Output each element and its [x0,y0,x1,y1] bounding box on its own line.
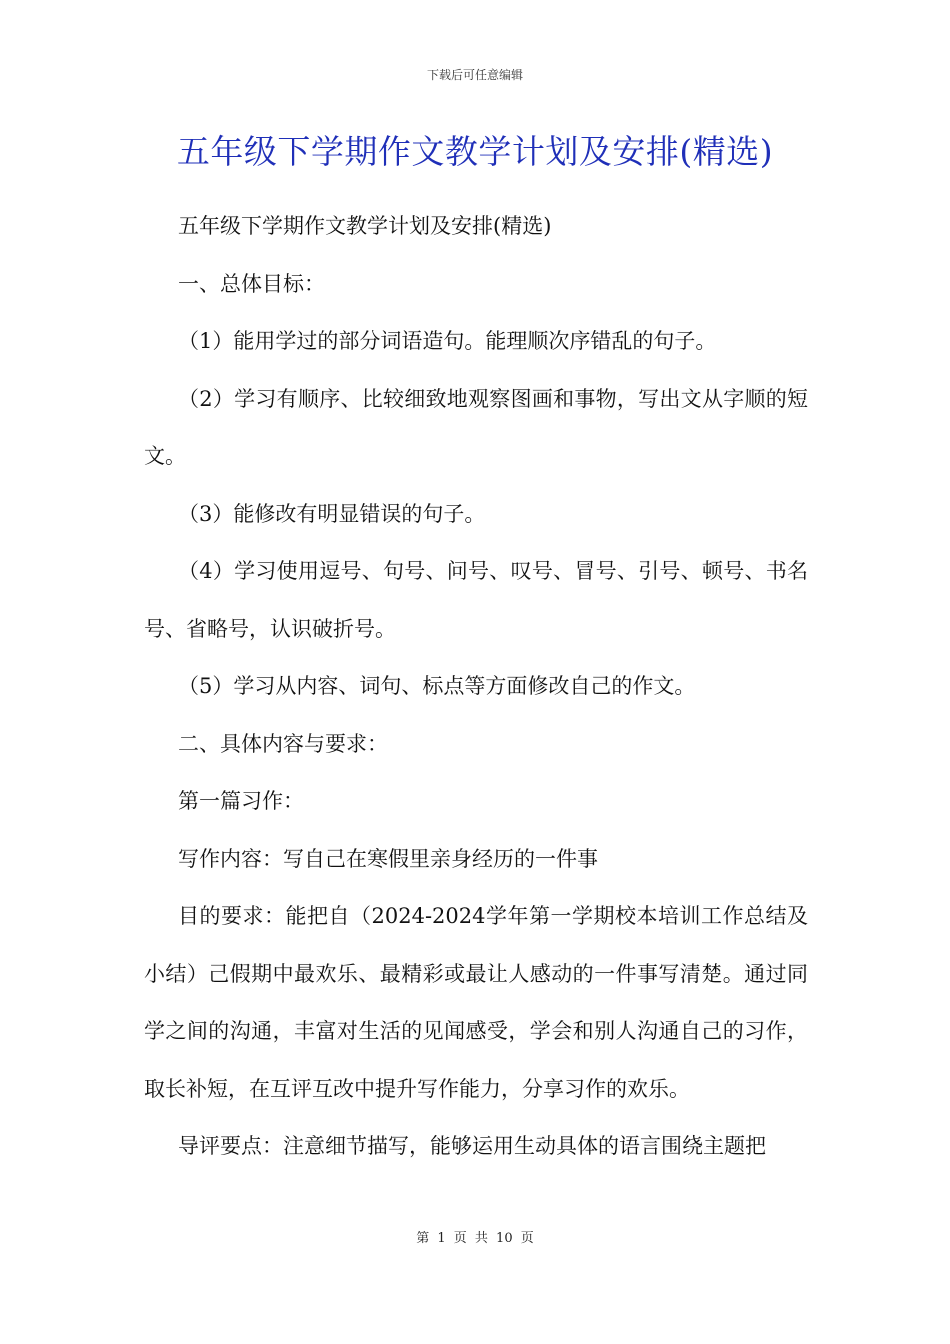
document-body [144,198,808,1176]
paragraph-goal-5: （5）学习从内容、词句、标点等方面修改自己的作文。 [178,674,696,698]
paragraph-goal-4: （4）学习使用逗号、句号、问号、叹号、冒号、引号、顿号、书名号、省略号，认识破折号。 [144,559,808,641]
document-title: 五年级下学期作文教学计划及安排(精选) [176,132,774,171]
paragraph-goal-3: （3）能修改有明显错误的句子。 [178,501,486,526]
page-footer: 第 1 页 共 10 页 [416,1231,534,1246]
paragraph-goal-1: （1）能用学过的部分词语造句。能理顺次序错乱的句子。 [178,329,717,353]
paragraph-first-essay: 第一篇习作： [178,789,304,813]
paragraph-writing-content: 写作内容：写自己在寒假里亲身经历的一件事 [178,846,598,871]
paragraph-objectives: 目的要求：能把自（2024-2024学年第一学期校本培训工作总结及小结）己假期中最欢乐、最精彩或最让人感动的一件事写清楚。通过同学之间的沟通，丰富对生活的见闻感受，学会和别人沟通自己的习作，取长补短，在互评互改中提升写作能力，分享习作的欢乐。 [144,904,808,1101]
paragraph-goal-2: （2）学习有顺序、比较细致地观察图画和事物，写出文从字顺的短文。 [144,386,808,468]
paragraph-heading-content: 二、具体内容与要求： [178,731,388,756]
paragraph-heading-goals: 一、总体目标： [178,271,325,296]
paragraph-evaluation-points: 导评要点：注意细节描写，能够运用生动具体的语言围绕主题把 [178,1134,766,1158]
header-note: 下载后可任意编辑 [426,68,523,82]
paragraph-subtitle: 五年级下学期作文教学计划及安排(精选) [178,214,552,238]
